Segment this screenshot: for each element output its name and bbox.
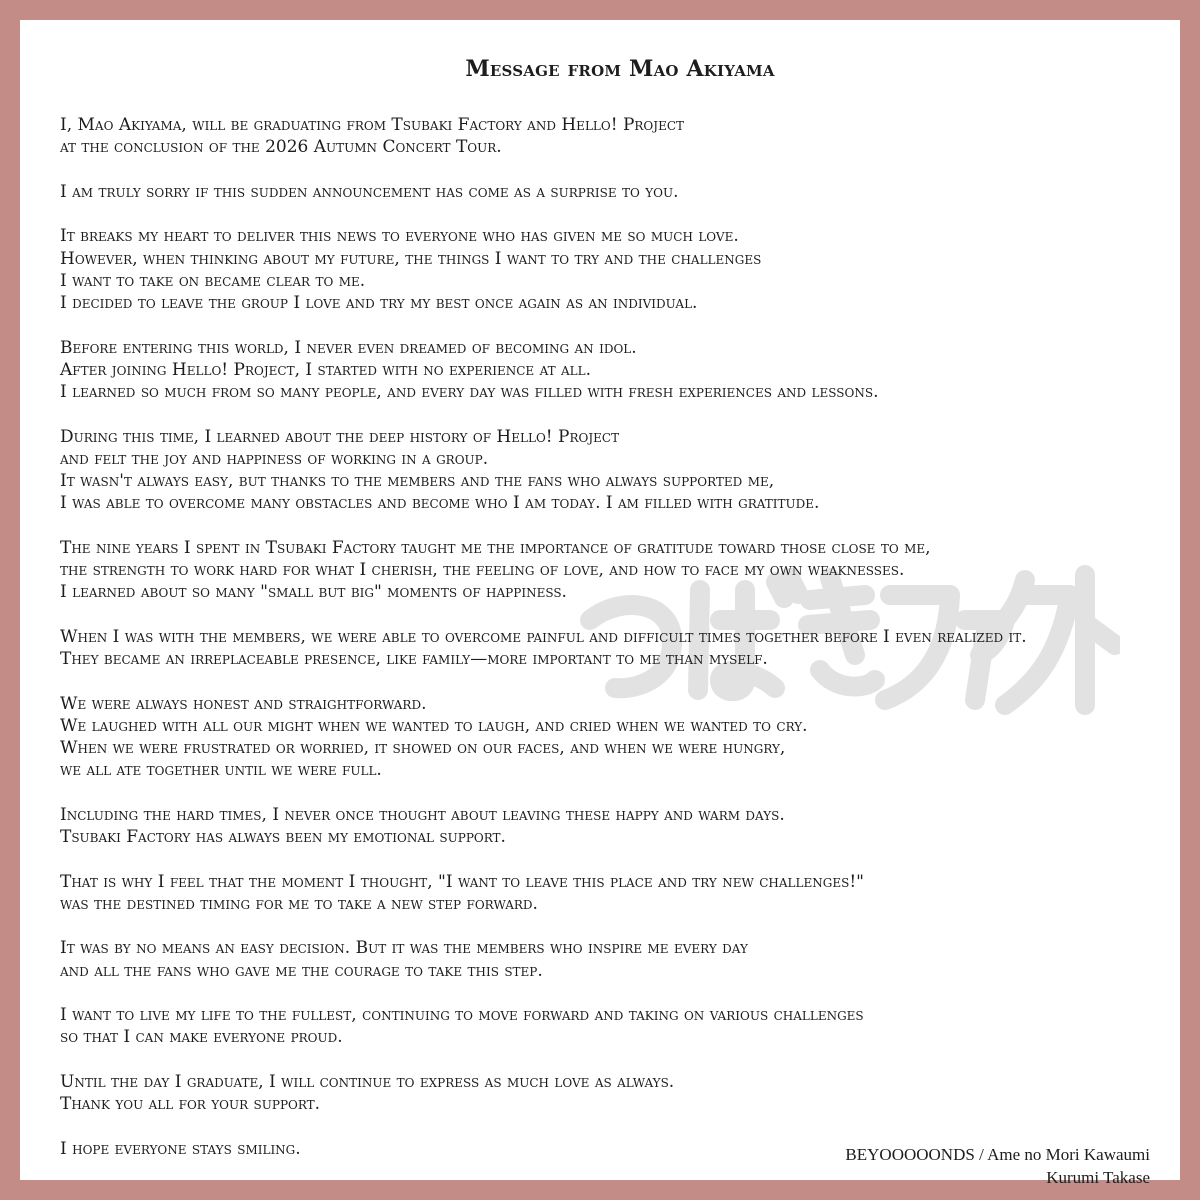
message-line: and felt the joy and happiness of working in a group. <box>60 448 489 469</box>
message-paragraph <box>60 225 1200 314</box>
message-body <box>60 114 1200 1182</box>
message-line: so that I can make everyone proud. <box>60 1027 343 1048</box>
message-line: When I was with the members, we were able to overcome painful and difficult times together before I even realized it. <box>60 626 1027 647</box>
message-line: I hope everyone stays smiling. <box>60 1138 301 1159</box>
message-line: I am truly sorry if this sudden announcement has come as a surprise to you. <box>60 181 679 202</box>
credit-group: BEYOOOOONDS / Ame no Mori Kawaumi <box>845 1145 1150 1164</box>
message-paragraph <box>60 937 1200 981</box>
message-paragraph <box>60 1071 1200 1115</box>
message-line: I learned so much from so many people, and every day was filled with fresh experiences and lessons. <box>60 382 879 402</box>
message-paragraph <box>60 871 1200 915</box>
page-title: Message from Mao Akiyama <box>465 56 775 82</box>
credit-name: Kurumi Takase <box>1046 1168 1150 1187</box>
message-paragraph <box>60 693 1200 782</box>
message-line: I want to take on became clear to me. <box>60 270 366 291</box>
message-line: It breaks my heart to deliver this news to everyone who has given me so much love. <box>60 226 739 247</box>
message-paragraph <box>60 1004 1200 1048</box>
message-line: That is why I feel that the moment I thought, "I want to leave this place and try new challenges!" <box>60 871 864 892</box>
message-line: We laughed with all our might when we wanted to laugh, and cried when we wanted to cry. <box>60 715 808 736</box>
message-line: Thank you all for your support. <box>60 1094 321 1115</box>
message-paragraph <box>60 181 1200 203</box>
message-line: When we were frustrated or worried, it showed on our faces, and when we were hungry, <box>60 738 786 758</box>
message-line: I decided to leave the group I love and try my best once again as an individual. <box>60 293 698 313</box>
message-line: I learned about so many "small but big" moments of happiness. <box>60 582 567 603</box>
message-line: and all the fans who gave me the courage to take this step. <box>60 960 543 981</box>
message-line: They became an irreplaceable presence, like family—more important to me than myself. <box>60 649 768 669</box>
message-line: Including the hard times, I never once thought about leaving these happy and warm days. <box>60 804 785 825</box>
message-paragraph <box>60 114 1200 158</box>
message-line: the strength to work hard for what I cherish, the feeling of love, and how to face my own weaknesses. <box>60 560 905 580</box>
credits <box>845 1143 1150 1189</box>
message-paragraph <box>60 626 1200 670</box>
message-line: It wasn't always easy, but thanks to the members and the fans who always supported me, <box>60 471 775 491</box>
message-paragraph <box>60 804 1200 848</box>
message-line: at the conclusion of the 2026 Autumn Concert Tour. <box>60 137 502 158</box>
message-line: The nine years I spent in Tsubaki Factory taught me the importance of gratitude toward those close to me, <box>60 537 931 558</box>
message-line: Tsubaki Factory has always been my emotional support. <box>60 827 506 847</box>
message-paragraph <box>60 537 1200 604</box>
message-line: After joining Hello! Project, I started with no experience at all. <box>60 359 591 380</box>
message-line: During this time, I learned about the deep history of Hello! Project <box>60 426 620 447</box>
message-line: Before entering this world, I never even dreamed of becoming an idol. <box>60 337 637 358</box>
message-line: was the destined timing for me to take a new step forward. <box>60 893 538 914</box>
message-line: We were always honest and straightforward. <box>60 693 427 714</box>
message-line: It was by no means an easy decision. But it was the members who inspire me every day <box>60 938 748 959</box>
message-line: I was able to overcome many obstacles and become who I am today. I am filled with gratitude. <box>60 493 820 514</box>
message-line: we all ate together until we were full. <box>60 760 382 781</box>
message-paragraph <box>60 337 1200 404</box>
message-line: I want to live my life to the fullest, continuing to move forward and taking on various challenges <box>60 1005 864 1026</box>
message-line: However, when thinking about my future, the things I want to try and the challenges <box>60 248 762 269</box>
message-line: Until the day I graduate, I will continue to express as much love as always. <box>60 1071 675 1092</box>
message-line: I, Mao Akiyama, will be graduating from Tsubaki Factory and Hello! Project <box>60 115 685 135</box>
message-paragraph <box>60 426 1200 515</box>
